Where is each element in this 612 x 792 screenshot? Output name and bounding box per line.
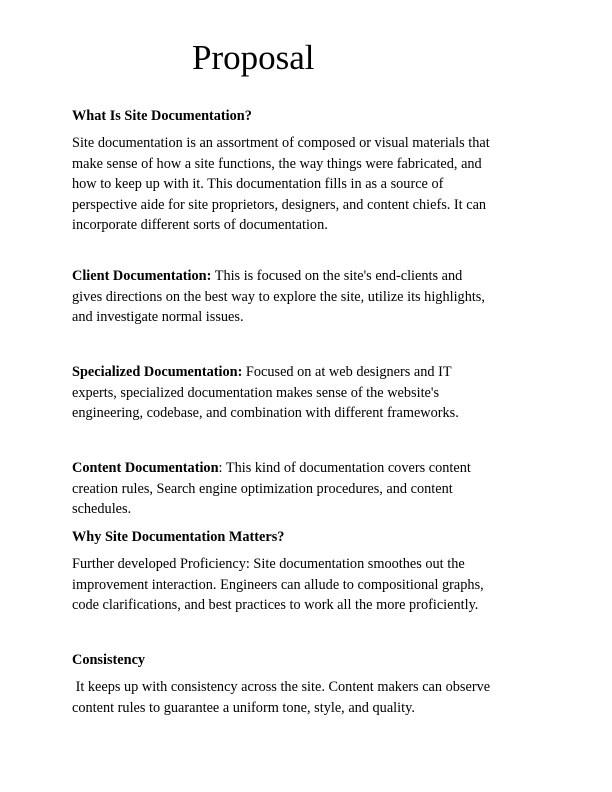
paragraph-specialized-documentation bbox=[72, 362, 552, 424]
paragraph-why-matters bbox=[72, 554, 552, 616]
paragraph-line: experts, specialized documentation makes sense of the website's bbox=[72, 384, 440, 401]
paragraph-line: Further developed Proficiency: Site documentation smoothes out the bbox=[72, 556, 465, 572]
paragraph-first-line bbox=[72, 458, 552, 479]
paragraph-line: and investigate normal issues. bbox=[72, 309, 244, 325]
paragraph-first-line bbox=[72, 266, 552, 287]
content-documentation-label: Content Documentation bbox=[72, 460, 219, 476]
paragraph-line: code clarifications, and best practices to work all the more proficiently. bbox=[72, 597, 479, 613]
paragraph-line: how to keep up with it. This documentation fills in as a source of bbox=[72, 176, 444, 192]
paragraph-line: Site documentation is an assortment of composed or visual materials that bbox=[72, 135, 490, 151]
paragraph-line: make sense of how a site functions, the way things were fabricated, and bbox=[72, 155, 482, 172]
paragraph-content-documentation bbox=[72, 458, 552, 520]
paragraph-first-line bbox=[72, 362, 552, 383]
section-heading-why-matters: Why Site Documentation Matters? bbox=[72, 529, 285, 545]
client-documentation-label: Client Documentation: bbox=[72, 268, 212, 284]
paragraph-line: perspective aide for site proprietors, designers, and content chiefs. It can bbox=[72, 196, 487, 213]
paragraph-site-documentation bbox=[72, 133, 552, 236]
section-heading-site-documentation: What Is Site Documentation? bbox=[72, 108, 252, 124]
content-documentation-intro: : This kind of documentation covers content bbox=[218, 460, 471, 476]
paragraph-line: improvement interaction. Engineers can allude to compositional graphs, bbox=[72, 576, 484, 593]
paragraph-line: gives directions on the best way to explore the site, utilize its highlights, bbox=[72, 288, 485, 305]
paragraph-client-documentation bbox=[72, 266, 552, 328]
paragraph-line: incorporate different sorts of documentation. bbox=[72, 217, 328, 233]
paragraph-line: schedules. bbox=[72, 501, 132, 517]
paragraph-line: creation rules, Search engine optimization procedures, and content bbox=[72, 480, 453, 497]
client-documentation-intro: This is focused on the site's end-clients and bbox=[211, 268, 463, 284]
specialized-documentation-intro: Focused on at web designers and IT bbox=[242, 364, 452, 380]
specialized-documentation-label: Specialized Documentation: bbox=[72, 364, 243, 380]
paragraph-line: content rules to guarantee a uniform tone, style, and quality. bbox=[72, 699, 415, 716]
section-heading-consistency: Consistency bbox=[72, 652, 146, 668]
paragraph-line: It keeps up with consistency across the site. Content makers can observe bbox=[72, 679, 491, 695]
page-title: Proposal bbox=[192, 38, 315, 77]
paragraph-line: engineering, codebase, and combination with different frameworks. bbox=[72, 405, 459, 421]
paragraph-consistency bbox=[72, 677, 552, 718]
